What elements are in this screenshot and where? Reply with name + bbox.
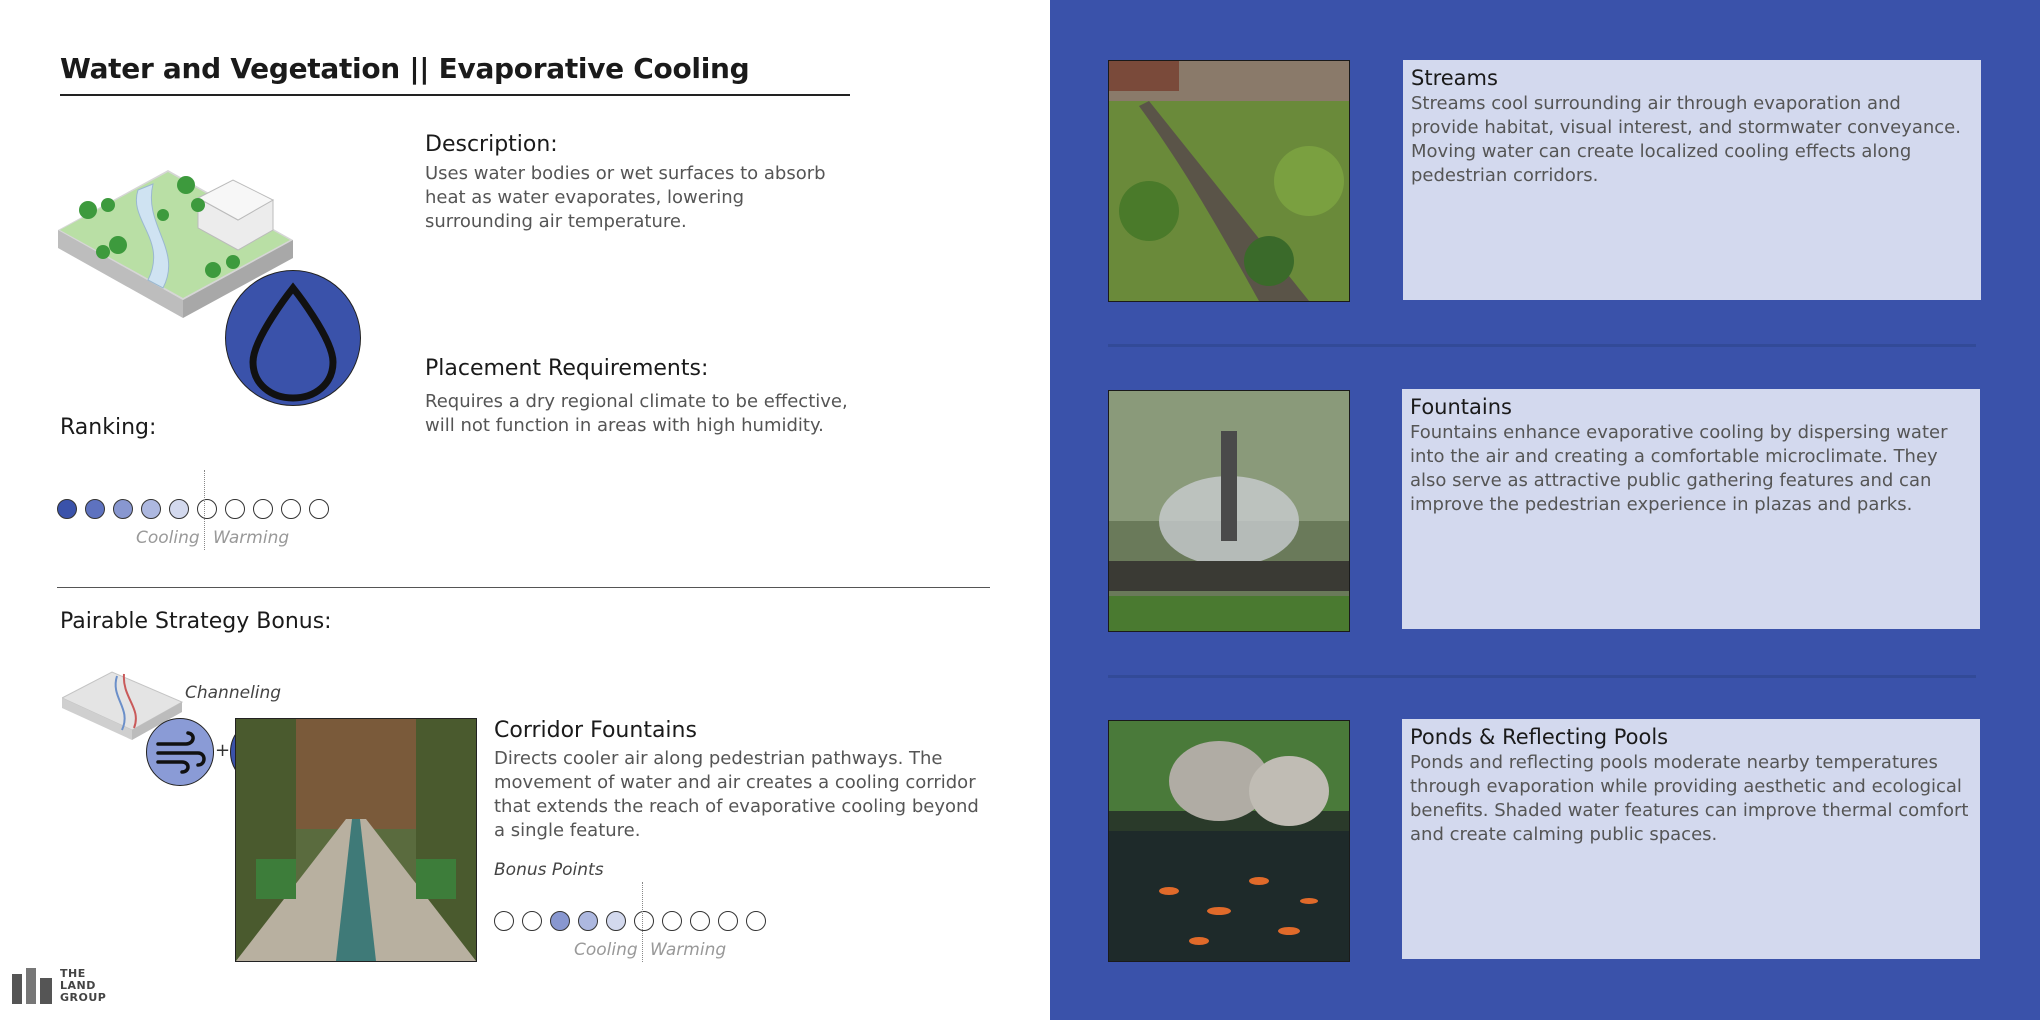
bonus-points-label: Bonus Points [494,860,604,880]
ranking-dot [141,499,161,519]
pairable-heading: Pairable Strategy Bonus: [60,609,332,634]
streams-photo-image [1109,61,1349,301]
card-title: Ponds & Reflecting Pools [1410,725,1669,749]
bonus-dot [690,911,710,931]
card-text: Ponds and reflecting pools moderate nearby temperatures through evaporation while providing aesthetic and ecological benefits. Shaded water features can improve thermal comfort and create calming public spaces. [1410,752,1969,845]
section-divider [57,587,990,588]
ranking-dot [169,499,189,519]
water-drop-icon [225,270,361,406]
streams-card [1403,60,1981,300]
bonus-warming-label: Warming [650,940,727,960]
logo-line: GROUP [60,991,107,1004]
ranking-scale [57,499,329,519]
bonus-cooling-label: Cooling [574,940,638,960]
logo-text [60,968,106,1004]
description-heading: Description: [425,132,558,157]
corridor-fountains-title: Corridor Fountains [494,718,697,743]
ponds-card [1402,719,1980,959]
bonus-dot [746,911,766,931]
land-group-logo-icon [12,968,56,1008]
bonus-dot [494,911,514,931]
ranking-dot [57,499,77,519]
ranking-warming-label: Warming [213,528,290,548]
bonus-scale [494,911,766,931]
bonus-dot [718,911,738,931]
channeling-label: Channeling [185,683,282,703]
streams-photo [1108,60,1350,302]
description-text: Uses water bodies or wet surfaces to absorb heat as water evaporates, lowering surrounding air temperature. [425,163,826,232]
ranking-dot [253,499,273,519]
fountains-photo-image [1109,391,1349,631]
card-title: Streams [1411,66,1498,90]
wind-icon [146,718,214,786]
card-text: Fountains enhance evaporative cooling by dispersing water into the air and creating a comfortable microclimate. They also serve as attractive public gathering features and can improve the pedestrian experience in plazas and parks. [1410,422,1948,515]
corridor-photo-image [236,719,476,961]
page-title: Water and Vegetation || Evaporative Cooling [60,52,750,85]
ranking-dot [225,499,245,519]
bonus-dot [550,911,570,931]
bonus-dot [522,911,542,931]
ranking-cooling-label: Cooling [136,528,200,548]
ranking-dot [113,499,133,519]
ranking-divider [204,470,205,550]
card-separator [1108,675,1976,678]
card-text: Streams cool surrounding air through evaporation and provide habitat, visual interest, and stormwater conveyance. Moving water can create localized cooling effects along pedestrian corridors. [1411,93,1961,186]
title-underline [60,94,850,96]
bonus-divider [642,882,643,962]
ranking-dot [309,499,329,519]
card-title: Fountains [1410,395,1512,419]
water-badge [225,270,361,406]
wind-badge [146,718,214,786]
ranking-dot [281,499,301,519]
plus-sign: + [215,740,231,761]
logo-line: THE [60,967,86,980]
bonus-dot [634,911,654,931]
ponds-photo [1108,720,1350,962]
bonus-dot [606,911,626,931]
placement-text: Requires a dry regional climate to be effective, will not function in areas with high humidity. [425,391,848,436]
corridor-fountains-text: Directs cooler air along pedestrian pathways. The movement of water and air creates a cooling corridor that extends the reach of evaporative cooling beyond a single feature. [494,748,979,841]
ranking-heading: Ranking: [60,415,157,440]
bonus-dot [662,911,682,931]
corridor-fountains-photo [235,718,477,962]
ranking-dot [197,499,217,519]
placement-heading: Placement Requirements: [425,356,709,381]
ranking-dot [85,499,105,519]
ponds-photo-image [1109,721,1349,961]
fountains-card [1402,389,1980,629]
card-separator [1108,344,1976,347]
fountains-photo [1108,390,1350,632]
logo-line: LAND [60,979,96,992]
bonus-dot [578,911,598,931]
